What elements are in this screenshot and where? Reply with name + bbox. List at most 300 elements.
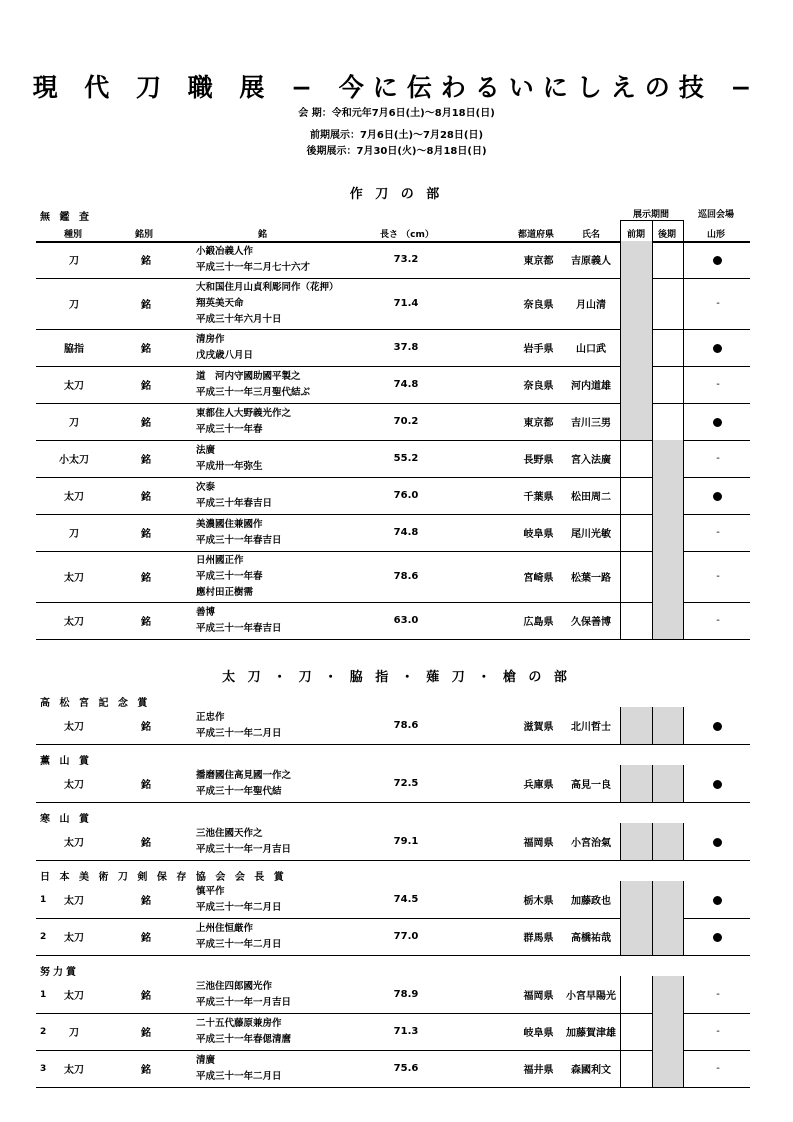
column-divider [620,514,621,551]
table-row [36,241,750,278]
inscription [196,707,282,744]
column-divider [620,403,621,440]
column-divider [620,823,621,860]
column-divider [652,602,653,639]
signature-type: 銘 [141,256,151,267]
header-name: 氏名 [582,230,601,240]
prefecture: 東京都 [523,256,554,267]
column-divider [652,976,653,1013]
column-divider [620,366,621,403]
table-row [36,976,750,1013]
first-half-cell [621,823,652,860]
inscription [196,881,282,918]
prefecture: 奈良県 [523,300,554,311]
second-half-cell [653,602,684,639]
signature-type: 銘 [141,573,151,584]
smith-name: 尾川光敏 [571,529,611,540]
column-divider [652,881,653,918]
inscription [196,440,263,477]
venue-mark-dot [713,722,722,731]
blade-length: 55.2 [393,453,419,464]
inscription [196,278,339,329]
table-row [36,1013,750,1050]
smith-name: 河内道雄 [571,381,611,392]
header-second-half: 後期 [658,230,677,240]
award-label: 寒 山 賞 [40,814,92,825]
table-row [36,881,750,918]
inscription-line: 清房作 [196,333,225,345]
first-half-cell [621,514,652,551]
column-divider [683,1050,684,1087]
blade-length: 71.4 [393,298,419,309]
first-half-cell [621,440,652,477]
column-divider [683,976,684,1013]
blade-length: 72.5 [393,778,419,789]
blade-length: 78.6 [393,720,419,731]
second-half-cell [653,1013,684,1050]
row-divider [36,860,750,861]
inscription-line: 平成三十年春吉日 [196,497,273,509]
signature-type: 銘 [141,1065,151,1076]
column-divider [652,1050,653,1087]
inscription-line: 平成三十一年二月日 [196,938,282,950]
smith-name: 小宮早陽光 [566,991,616,1002]
smith-name: 高橋祐哉 [571,933,611,944]
inscription-line: 平成卅一年弥生 [196,460,263,472]
table-row [36,707,750,744]
blade-length: 73.2 [393,254,419,265]
second-half-cell [653,440,684,477]
blade-length: 78.9 [393,989,419,1000]
section-tachi-title: 太 刀 ・ 刀 ・ 脇 指 ・ 薙 刀 ・ 槍 の 部 [222,670,571,685]
sword-type: 太刀 [64,617,84,628]
column-divider [683,366,684,403]
second-half-cell [653,241,684,278]
inscription-line: 三池住四郎國光作 [196,980,273,992]
venue-mark-dot [713,838,722,847]
signature-type: 銘 [141,300,151,311]
blade-length: 78.6 [393,571,419,582]
column-divider [683,881,684,918]
sword-type: 刀 [69,1028,79,1039]
inscription-line: 平成三十年六月十日 [196,313,282,325]
first-half-cell [621,1013,652,1050]
first-half-cell [621,329,652,366]
inscription-line: 平成三十一年春 [196,570,263,582]
inscription-line: 次泰 [196,481,216,493]
second-half-period: 後期展示：7月30日(火)～8月18日(日) [306,146,487,157]
column-divider [683,514,684,551]
header-type: 種別 [64,230,83,240]
signature-type: 銘 [141,991,151,1002]
venue-mark-dot [713,492,722,501]
column-divider [620,241,621,278]
prefecture: 長野県 [523,455,554,466]
header-exhibit-period: 展示期間 [633,210,670,220]
sword-type: 刀 [69,418,79,429]
table-row [36,765,750,802]
sword-type: 太刀 [64,573,84,584]
inscription [196,602,282,639]
blade-length: 76.0 [393,490,419,501]
inscription-line: 平成三十一年春吉日 [196,534,282,546]
column-divider [620,918,621,955]
column-divider [652,765,653,802]
smith-name: 吉原義人 [571,256,611,267]
inscription-line: 平成三十一年春 [196,423,263,435]
sword-type: 太刀 [64,896,84,907]
header-col-line [683,220,684,241]
table-row [36,329,750,366]
column-divider [620,881,621,918]
table-row [36,918,750,955]
column-divider [652,329,653,366]
venue-mark-dash: - [716,298,720,309]
sword-type: 脇指 [64,344,84,355]
smith-name: 高見一良 [571,780,611,791]
venue-mark-dot [713,780,722,789]
second-half-cell [653,551,684,602]
venue-mark-dot [713,256,722,265]
inscription-line: 慎平作 [196,885,225,897]
page-title: 現 代 刀 職 展 − 今に伝わるいにしえの技 − [32,73,761,102]
prefecture: 福岡県 [523,838,554,849]
table-row [36,366,750,403]
inscription-line: 平成三十一年二月日 [196,727,282,739]
first-half-cell [621,602,652,639]
inscription [196,918,282,955]
header-sig: 銘別 [135,230,154,240]
column-divider [620,976,621,1013]
smith-name: 宮入法廣 [571,455,611,466]
venue-mark-dot [713,344,722,353]
inscription [196,551,263,602]
inscription-line: 清廣 [196,1054,216,1066]
signature-type: 銘 [141,418,151,429]
inscription [196,477,272,514]
inscription [196,366,310,403]
column-divider [683,241,684,278]
prefecture: 群馬県 [523,933,554,944]
column-divider [652,918,653,955]
inscription [196,241,310,278]
award-label: 日 本 美 術 刀 剣 保 存 協 会 会 長 賞 [40,872,287,883]
column-divider [652,707,653,744]
inscription-line: 小鍛冶義人作 [196,245,254,257]
inscription-line: 平成三十一年春偲清麿 [196,1033,292,1045]
second-half-cell [653,329,684,366]
inscription-line: 平成三十一年聖代結 [196,785,282,797]
signature-type: 銘 [141,617,151,628]
inscription-line: 播磨國住高見國一作之 [196,769,292,781]
sword-type: 太刀 [64,991,84,1002]
first-half-cell [621,1050,652,1087]
inscription [196,1013,291,1050]
inscription-line: 法廣 [196,444,216,456]
inscription-line: 三池住國天作之 [196,827,263,839]
header-prefecture: 都道府県 [518,230,555,240]
blade-length: 74.5 [393,894,419,905]
column-divider [620,765,621,802]
smith-name: 山口武 [576,344,606,355]
sword-type: 太刀 [64,933,84,944]
column-divider [683,440,684,477]
award-label: 薫 山 賞 [40,756,92,767]
column-divider [652,241,653,278]
inscription [196,1050,282,1087]
inscription-line: 翔英美天命 [196,297,244,309]
inscription [196,329,253,366]
column-divider [683,765,684,802]
prefecture: 滋賀県 [523,722,554,733]
second-half-cell [653,881,684,918]
second-half-cell [653,765,684,802]
first-half-cell [621,881,652,918]
first-half-cell [621,366,652,403]
first-half-cell [621,918,652,955]
first-half-cell [621,707,652,744]
inscription-line: 美濃國住兼國作 [196,518,263,530]
sword-type: 刀 [69,529,79,540]
sword-type: 太刀 [64,492,84,503]
prefecture: 福井県 [523,1065,554,1076]
column-divider [620,278,621,329]
blade-length: 74.8 [393,379,419,390]
column-divider [683,278,684,329]
venue-mark-dash: - [716,1063,720,1074]
sword-type: 太刀 [64,1065,84,1076]
sword-type: 太刀 [64,838,84,849]
column-divider [683,1013,684,1050]
sword-type: 太刀 [64,722,84,733]
signature-type: 銘 [141,1028,151,1039]
award-label: 高 松 宮 記 念 賞 [40,698,151,709]
column-divider [620,1050,621,1087]
inscription-line: 善博 [196,606,216,618]
row-divider [36,639,750,640]
column-divider [652,366,653,403]
prefecture: 兵庫県 [523,780,554,791]
first-half-cell [621,551,652,602]
table-row [36,440,750,477]
header-first-half: 前期 [627,230,646,240]
inscription-line: 東都住人大野義光作之 [196,407,292,419]
inscription-line: 道 河内守國助國平製之 [196,370,301,382]
column-divider [620,602,621,639]
sword-type: 小太刀 [59,455,89,466]
prefecture: 千葉県 [523,492,554,503]
smith-name: 松田周二 [571,492,611,503]
column-divider [683,823,684,860]
prefecture: 広島県 [523,617,554,628]
header-col-line [652,220,653,241]
signature-type: 銘 [141,780,151,791]
smith-name: 加藤賀津雄 [566,1028,616,1039]
second-half-cell [653,1050,684,1087]
prefecture: 福岡県 [523,991,554,1002]
blade-length: 71.3 [393,1026,419,1037]
entry-number: 1 [40,989,47,1000]
venue-mark-dash: - [716,615,720,626]
column-divider [652,514,653,551]
inscription-line: 平成三十一年二月日 [196,901,282,913]
table-row [36,477,750,514]
column-divider [683,329,684,366]
column-divider [652,823,653,860]
inscription-line: 正忠作 [196,711,225,723]
column-divider [683,403,684,440]
prefecture: 奈良県 [523,381,554,392]
table-row [36,551,750,602]
award-label: 努力賞 [40,967,79,978]
signature-type: 銘 [141,896,151,907]
first-half-cell [621,477,652,514]
prefecture: 栃木県 [523,896,554,907]
column-divider [652,403,653,440]
inscription-line: 平成三十一年二月日 [196,1070,282,1082]
blade-length: 79.1 [393,836,419,847]
blade-length: 75.6 [393,1063,419,1074]
first-half-cell [621,241,652,278]
blade-length: 63.0 [393,615,419,626]
table-row [36,823,750,860]
column-divider [620,551,621,602]
column-divider [683,918,684,955]
column-divider [652,477,653,514]
smith-name: 小宮治氣 [571,838,611,849]
signature-type: 銘 [141,344,151,355]
column-divider [620,329,621,366]
column-divider [620,707,621,744]
second-half-cell [653,278,684,329]
table-row [36,514,750,551]
inscription-line: 平成三十一年二月七十六才 [196,261,311,273]
signature-type: 銘 [141,722,151,733]
exhibition-period: 会 期：令和元年7月6日(土)～8月18日(日) [298,108,495,119]
row-divider [36,744,750,745]
first-half-cell [621,976,652,1013]
section-sakuto-title: 作 刀 の 部 [349,187,444,202]
venue-mark-dash: - [716,571,720,582]
blade-length: 70.2 [393,416,419,427]
second-half-cell [653,707,684,744]
venue-mark-dash: - [716,1026,720,1037]
table-row [36,403,750,440]
smith-name: 松葉一路 [571,573,611,584]
venue-mark-dot [713,896,722,905]
blade-length: 77.0 [393,931,419,942]
second-half-cell [653,514,684,551]
smith-name: 久保善博 [571,617,611,628]
inscription [196,765,291,802]
column-divider [620,1013,621,1050]
smith-name: 森國利文 [571,1065,611,1076]
signature-type: 銘 [141,838,151,849]
venue-mark-dash: - [716,379,720,390]
sword-type: 太刀 [64,381,84,392]
entry-number: 2 [40,931,47,942]
first-half-period: 前期展示：7月6日(土)～7月28日(日) [309,130,484,141]
sword-type: 太刀 [64,780,84,791]
signature-type: 銘 [141,381,151,392]
inscription-line: 大和国住月山貞利彫同作（花押） [196,281,339,293]
first-half-cell [621,765,652,802]
second-half-cell [653,366,684,403]
header-col-line [620,220,621,241]
second-half-cell [653,918,684,955]
smith-name: 月山清 [576,300,606,311]
second-half-cell [653,477,684,514]
second-half-cell [653,823,684,860]
smith-name: 北川哲士 [571,722,611,733]
column-divider [683,707,684,744]
inscription-line: 平成三十一年一月吉日 [196,843,292,855]
header-yamagata: 山形 [707,230,726,240]
column-divider [620,440,621,477]
inscription [196,514,282,551]
prefecture: 東京都 [523,418,554,429]
venue-mark-dot [713,933,722,942]
sword-type: 刀 [69,300,79,311]
inscription-line: 二十五代藤原兼房作 [196,1017,282,1029]
venue-mark-dot [713,418,722,427]
column-divider [683,477,684,514]
section-mukansa-label: 無 鑑 査 [40,212,92,223]
signature-type: 銘 [141,455,151,466]
first-half-cell [621,278,652,329]
inscription-line: 戊戌歳八月日 [196,349,254,361]
row-divider [36,1087,750,1088]
column-divider [683,602,684,639]
second-half-cell [653,403,684,440]
smith-name: 吉川三男 [571,418,611,429]
signature-type: 銘 [141,933,151,944]
entry-number: 2 [40,1026,47,1037]
sword-type: 刀 [69,256,79,267]
second-half-cell [653,976,684,1013]
inscription-line: 平成三十一年一月吉日 [196,996,292,1008]
signature-type: 銘 [141,492,151,503]
entry-number: 1 [40,894,47,905]
column-divider [652,1013,653,1050]
column-divider [683,551,684,602]
first-half-cell [621,403,652,440]
table-row [36,1050,750,1087]
table-row [36,602,750,639]
row-divider [36,955,750,956]
blade-length: 37.8 [393,342,419,353]
inscription [196,976,291,1013]
prefecture: 岐阜県 [523,1028,554,1039]
inscription [196,823,291,860]
blade-length: 74.8 [393,527,419,538]
prefecture: 岩手県 [523,344,554,355]
inscription-line: 日州國正作 [196,554,244,566]
column-divider [652,551,653,602]
inscription-line: 平成三十一年春吉日 [196,622,282,634]
inscription-line: 平成三十一年三月聖代結ぶ [196,386,311,398]
smith-name: 加藤政也 [571,896,611,907]
header-touring-venue: 巡回会場 [698,210,735,220]
prefecture: 岐阜県 [523,529,554,540]
row-divider [36,802,750,803]
column-divider [620,477,621,514]
header-inscription: 銘 [258,230,268,240]
prefecture: 宮崎県 [523,573,554,584]
entry-number: 3 [40,1063,47,1074]
inscription-line: 上州住恒厳作 [196,922,254,934]
venue-mark-dash: - [716,989,720,1000]
